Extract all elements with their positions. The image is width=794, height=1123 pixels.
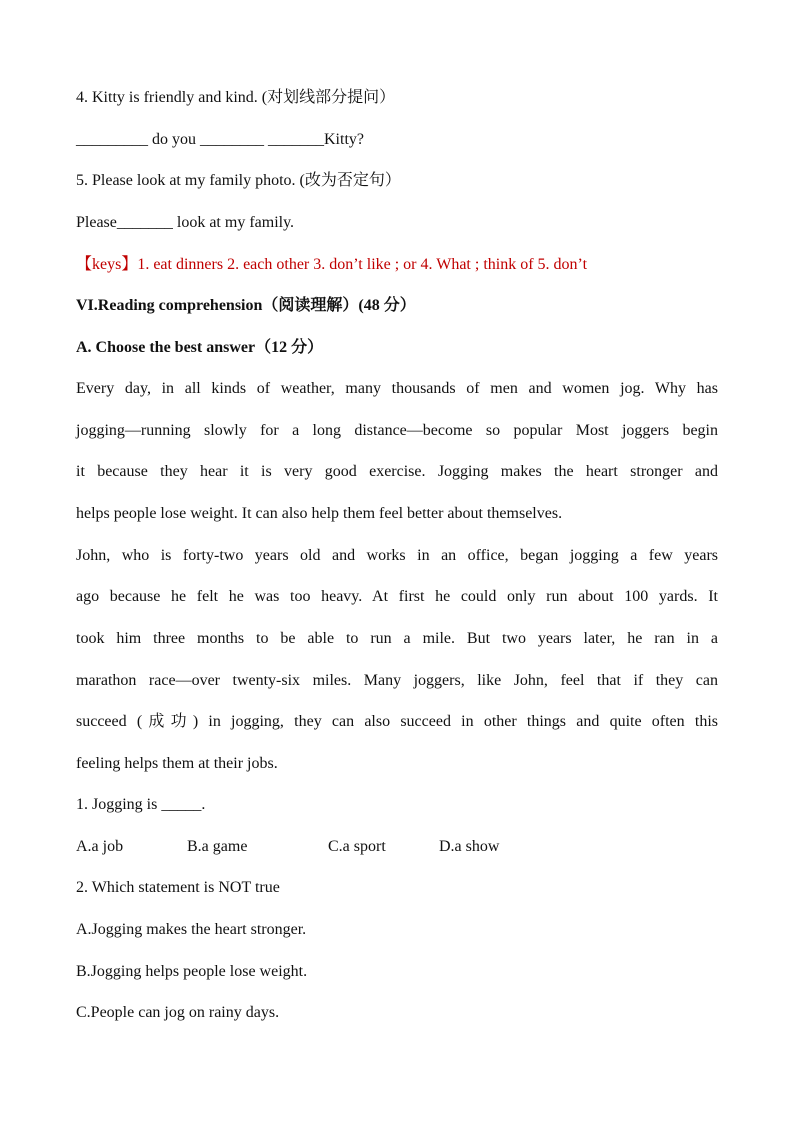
option-c: C.People can jog on rainy days. (76, 1004, 280, 1021)
question-4-answer-line: _________ do you ________ _______Kitty? (76, 131, 364, 148)
passage-line: it because they hear it is very good exercise. Jogging makes the heart stronger and (76, 463, 718, 480)
passage-line: Every day, in all kinds of weather, many thousands of men and women jog. Why has (76, 380, 718, 397)
passage-line: John, who is forty-two years old and works in an office, began jogging a few years (76, 547, 718, 564)
option-c: C.a sport (328, 838, 386, 855)
passage-line: ago because he felt he was too heavy. At first he could only run about 100 yards. It (76, 588, 718, 605)
passage-line: helps people lose weight. It can also help them feel better about themselves. (76, 505, 563, 522)
question-5-answer-line: Please_______ look at my family. (76, 214, 295, 231)
section-title: VI.Reading comprehension（阅读理解）(48 分） (76, 297, 416, 314)
passage-line: marathon race—over twenty-six miles. Many joggers, like John, feel that if they can (76, 672, 718, 689)
option-d: D.a show (439, 838, 500, 855)
question-4: 4. Kitty is friendly and kind. (对划线部分提问） (76, 89, 396, 106)
passage-line: succeed (成功) in jogging, they can also succeed in other things and quite often this (76, 713, 718, 730)
passage-line: jogging—running slowly for a long distance—become so popular Most joggers begin (76, 422, 718, 439)
subsection-title: A. Choose the best answer（12 分） (76, 339, 324, 356)
option-b: B.Jogging helps people lose weight. (76, 963, 308, 980)
option-b: B.a game (187, 838, 248, 855)
option-a: A.a job (76, 838, 124, 855)
passage-line: took him three months to be able to run a mile. But two years later, he ran in a (76, 630, 718, 647)
passage-line: feeling helps them at their jobs. (76, 755, 278, 772)
answer-keys: 【keys】1. eat dinners 2. each other 3. don’t like ; or 4. What ; think of 5. don’t (76, 256, 588, 273)
mcq-question-2: 2. Which statement is NOT true (76, 879, 280, 896)
mcq-question-1: 1. Jogging is _____. (76, 796, 206, 813)
question-5: 5. Please look at my family photo. (改为否定句） (76, 172, 401, 189)
option-a: A.Jogging makes the heart stronger. (76, 921, 307, 938)
